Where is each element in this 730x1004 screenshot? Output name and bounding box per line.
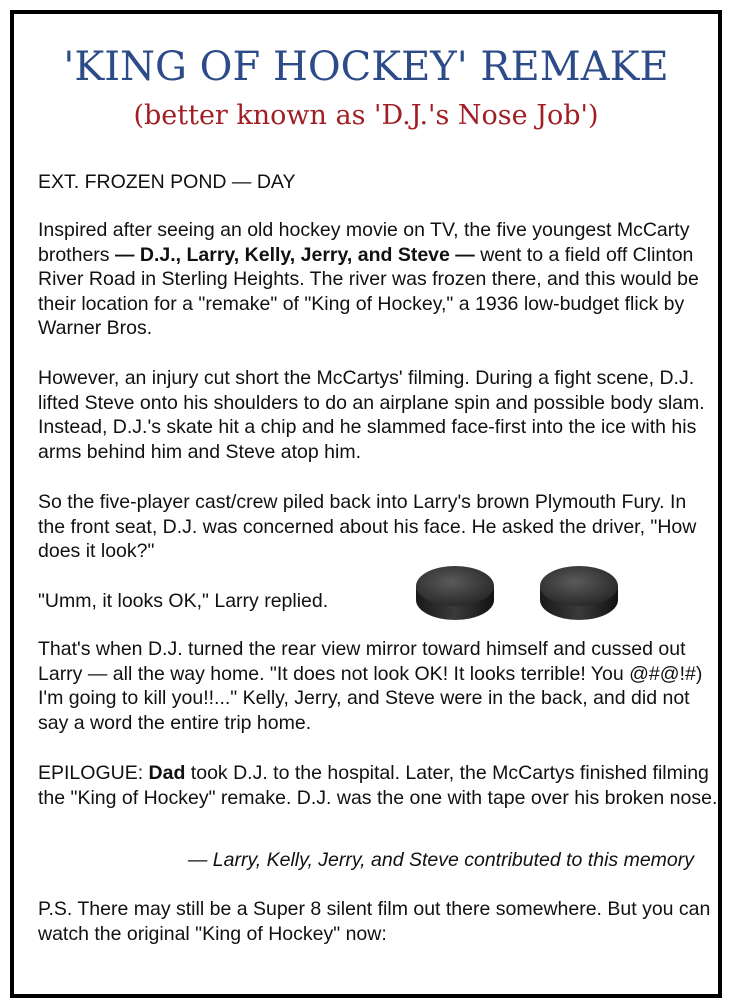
paragraph-injury-text: However, an injury cut short the McCartys' filming. During a fight scene, D.J. lifted Steve onto his shoulders to do an airplane spin and possible body slam. Instead, D.J.'s skate hit a chip and he slammed face-first into the ice with his arms behind him and Steve atop him. (38, 367, 705, 463)
hockey-puck-icon (536, 560, 622, 624)
epilogue-label: EPILOGUE: (38, 762, 149, 784)
intro-lead: Inspired after seeing an old hockey movie on TV, the five youngest McCarty brothers (38, 219, 690, 266)
intro-rest: went to a field off Clinton River Road in Sterling Heights. The river was frozen there, and this would be their location for a "remake" of "King of Hockey," a 1936 low-budget flick by Warner Bros. (38, 243, 699, 339)
paragraph-ps (38, 897, 718, 946)
scene-heading-text: EXT. FROZEN POND — DAY (38, 171, 296, 193)
epilogue-rest: took D.J. to the hospital. Later, the McCartys finished filming the "King of Hockey" remake. D.J. was the one with tape over his broken nose. (38, 762, 718, 809)
paragraph-ride-home-text: That's when D.J. turned the rear view mirror toward himself and cussed out Larry — all the way home. "It does not look OK! It looks terrible! You @#@!#) I'm going to kill you!!..." Kelly, Jerry, and Steve were in the back, and did not say a word the entire trip home. (38, 638, 703, 734)
page-frame (10, 10, 722, 998)
scene-heading (38, 170, 718, 195)
attribution-text: — Larry, Kelly, Jerry, and Steve contributed to this memory (187, 849, 694, 871)
paragraph-intro-text (38, 218, 718, 341)
paragraph-ps-text: P.S. There may still be a Super 8 silent film out there somewhere. But you can watch the original "King of Hockey" now: (38, 898, 711, 945)
paragraph-car (38, 490, 718, 564)
epilogue-bold: Dad (148, 762, 186, 784)
paragraph-injury (38, 366, 718, 464)
paragraph-intro (38, 218, 718, 341)
brothers-names: — D.J., Larry, Kelly, Jerry, and Steve — (114, 243, 475, 266)
paragraph-reply-text: "Umm, it looks OK," Larry replied. (38, 590, 329, 612)
paragraph-epilogue (38, 761, 718, 810)
paragraph-ride-home (38, 637, 718, 735)
page-subtitle: (better known as 'D.J.'s Nose Job') (133, 100, 599, 131)
hockey-puck-icon (412, 560, 498, 624)
attribution (38, 848, 718, 873)
paragraph-car-text: So the five-player cast/crew piled back into Larry's brown Plymouth Fury. In the front seat, D.J. was concerned about his face. He asked the driver, "How does it look?" (38, 491, 697, 562)
page-title: 'KING OF HOCKEY' REMAKE (63, 44, 669, 90)
paragraph-epilogue-text (38, 761, 718, 810)
